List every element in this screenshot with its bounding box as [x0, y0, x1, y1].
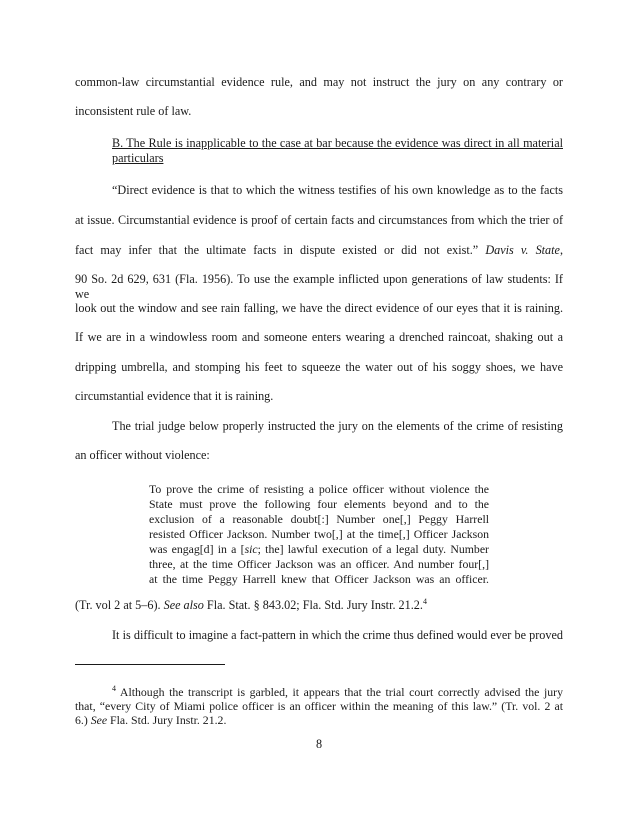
- footnote-line: [75, 713, 563, 728]
- citation-line: [75, 598, 563, 613]
- paragraph-line: 90 So. 2d 629, 631 (Fla. 1956). To use the example inflicted upon generations of law students: If we: [75, 272, 563, 301]
- text: was engag[d] in a [: [149, 542, 245, 556]
- text: 6.): [75, 713, 88, 727]
- block-quote-line: To prove the crime of resisting a police officer without violence the: [149, 482, 489, 496]
- block-quote-line: at the time Peggy Harrell knew that Officer Jackson was an officer.: [149, 572, 489, 586]
- section-heading: B. The Rule is inapplicable to the case at bar because the evidence was direct in all material: [112, 136, 563, 150]
- paragraph-line: inconsistent rule of law.: [75, 104, 192, 118]
- block-quote-line: State must prove the following four elements beyond and to the: [149, 497, 489, 511]
- paragraph-line: dripping umbrella, and stomping his feet to squeeze the water out of his soggy shoes, we have: [75, 360, 563, 374]
- case-citation: Davis v. State: [485, 243, 560, 257]
- section-heading: particulars: [112, 151, 164, 165]
- paragraph-line: at issue. Circumstantial evidence is proof of certain facts and circumstances from which the trier of: [75, 213, 563, 227]
- paragraph-line: If we are in a windowless room and someone enters wearing a drenched raincoat, shaking out a: [75, 330, 563, 344]
- footnote-reference[interactable]: 4: [422, 596, 427, 606]
- block-quote-line: exclusion of a reasonable doubt[:] Number one[,] Peggy Harrell: [149, 512, 489, 526]
- paragraph-line: common-law circumstantial evidence rule, and may not instruct the jury on any contrary or: [75, 75, 563, 89]
- text: Although the transcript is garbled, it appears that the trial court correctly advised the jury: [116, 685, 563, 699]
- block-quote-line: resisted Officer Jackson. Number two[,] at the time[,] Officer Jackson: [149, 527, 489, 541]
- paragraph-line: The trial judge below properly instructed the jury on the elements of the crime of resisting: [112, 419, 563, 433]
- text: ,: [559, 243, 563, 257]
- paragraph-line: look out the window and see rain falling, we have the direct evidence of our eyes that it is raining.: [75, 301, 563, 315]
- paragraph-line: an officer without violence:: [75, 448, 210, 462]
- signal-see-also: See also: [163, 598, 204, 612]
- footnote-number: 4: [112, 684, 116, 694]
- footnote-line: that, “every City of Miami police officer is an officer within the meaning of this law.” (Tr. vol. 2 at: [75, 699, 563, 713]
- block-quote-line: three, at the time Officer Jackson was an officer. And number four[,]: [149, 557, 489, 571]
- text: Fla. Stat. § 843.02; Fla. Std. Jury Instr. 21.2.: [203, 598, 423, 612]
- text: Fla. Std. Jury Instr. 21.2.: [107, 713, 227, 727]
- paragraph-line: circumstantial evidence that it is raining.: [75, 389, 274, 403]
- page-number: 8: [315, 737, 323, 751]
- paragraph-line: [75, 243, 563, 258]
- text: ; the] lawful execution of a legal duty. Number: [257, 542, 489, 556]
- text: fact may infer that the ultimate facts in dispute existed or did not exist.”: [75, 243, 479, 257]
- text: (Tr. vol 2 at 5–6).: [75, 598, 161, 612]
- sic-marker: sic: [244, 542, 258, 556]
- signal-see: See: [90, 713, 108, 727]
- footnote-line: [112, 685, 563, 700]
- paragraph-line: It is difficult to imagine a fact-pattern in which the crime thus defined would ever be proved: [112, 628, 563, 642]
- paragraph-line: “Direct evidence is that to which the witness testifies of his own knowledge as to the facts: [112, 183, 563, 197]
- block-quote-line: [149, 542, 489, 557]
- footnote-divider: [75, 664, 225, 665]
